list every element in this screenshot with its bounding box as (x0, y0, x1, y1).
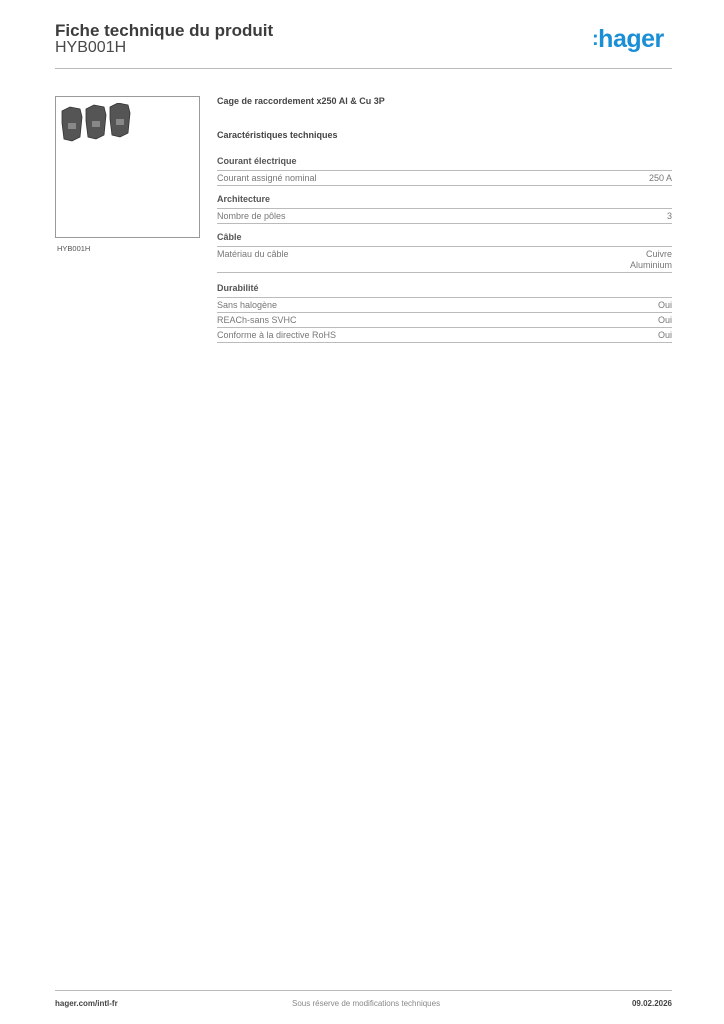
table-row (217, 298, 672, 313)
row-label: Nombre de pôles (217, 211, 286, 221)
table-row (217, 328, 672, 343)
table-row (217, 171, 672, 186)
image-caption: HYB001H (57, 244, 91, 253)
group-title: Architecture (217, 194, 672, 209)
row-value: Oui (657, 330, 672, 340)
page-title: Fiche technique du produit (55, 21, 274, 40)
group-title: Courant électrique (217, 156, 672, 171)
row-value: 250 A (648, 173, 672, 183)
row-value (630, 249, 672, 271)
table-row (217, 209, 672, 224)
footer-divider (55, 990, 672, 991)
table-row (217, 247, 672, 273)
product-title: Cage de raccordement x250 Al & Cu 3P (217, 96, 385, 106)
row-label: Conforme à la directive RoHS (217, 330, 337, 340)
value-line: Cuivre (645, 249, 672, 259)
logo-text: hager (598, 25, 664, 53)
group-title: Durabilité (217, 283, 672, 298)
hager-logo: :hager (592, 25, 664, 53)
row-label: Matériau du câble (217, 249, 289, 259)
spec-table (217, 96, 672, 351)
footer-website-link[interactable]: hager.com/intl-fr (55, 999, 118, 1008)
product-image (55, 96, 200, 238)
group-cable (217, 232, 672, 273)
footer-date: 09.02.2026 (631, 999, 672, 1008)
group-durabilite (217, 283, 672, 343)
row-value: Oui (657, 315, 672, 325)
value-line: Aluminium (629, 260, 672, 270)
group-architecture (217, 194, 672, 224)
row-label: REACh-sans SVHC (217, 315, 297, 325)
group-title: Câble (217, 232, 672, 247)
row-value: 3 (666, 211, 672, 221)
row-label: Sans halogène (217, 300, 278, 310)
terminal-cages-image (60, 103, 170, 153)
product-code: HYB001H (55, 39, 127, 56)
header-divider (55, 68, 672, 69)
group-courant (217, 156, 672, 186)
table-row (217, 313, 672, 328)
section-title: Caractéristiques techniques (217, 130, 338, 140)
footer-notice: Sous réserve de modifications techniques (292, 999, 441, 1008)
row-label: Courant assigné nominal (217, 173, 317, 183)
row-value: Oui (657, 300, 672, 310)
